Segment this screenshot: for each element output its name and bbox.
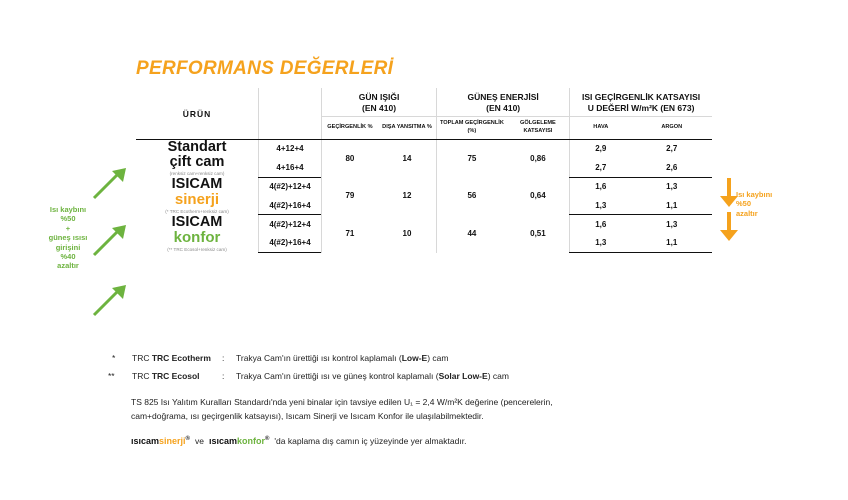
value-solar-total: 44 <box>437 215 507 253</box>
subheader-u-argon: ARGON <box>631 117 712 140</box>
value-solar-total: 56 <box>437 177 507 215</box>
left-note-line-7: azaltır <box>57 261 79 271</box>
left-note-line-4: güneş ısısı <box>48 233 88 243</box>
value-solar-total: 75 <box>437 139 507 177</box>
subheader-daylight-reflectance: DIŞA YANSITMA % <box>378 117 437 140</box>
subheader-u-air: HAVA <box>570 117 632 140</box>
right-note-line-1: Isı kaybını <box>736 190 773 199</box>
product-name-line1: Standart <box>167 138 227 155</box>
footnote-1-text-after: ) cam <box>427 353 449 363</box>
value-daylight-transmittance: 79 <box>322 177 378 215</box>
value-u-air: 1,6 <box>570 177 632 196</box>
spec-value: 4(#2)+12+4 <box>259 177 322 196</box>
product-cell-konfor <box>136 215 259 253</box>
value-daylight-reflectance: 10 <box>402 229 412 239</box>
isicam-sinerji-logo-part2: sinerji <box>159 436 186 446</box>
value-daylight-reflectance: 12 <box>402 191 412 201</box>
footnote-1-text-before: Trakya Cam'ın ürettiği ısı kontrol kaplamalı ( <box>236 353 402 363</box>
left-side-note <box>40 205 96 271</box>
value-shading-coefficient: 0,86 <box>530 153 546 163</box>
column-group-daylight-line2: (EN 410) <box>362 102 397 113</box>
product-cell-standart <box>136 139 259 177</box>
product-name-line1: ISICAM <box>171 213 223 230</box>
column-group-daylight-line1: GÜN IŞIĞI <box>358 92 400 102</box>
spec-value: 4+12+4 <box>259 139 322 158</box>
left-note-line-2: %50 <box>60 214 76 224</box>
product-name-line2: konfor <box>173 229 221 247</box>
performance-table <box>136 88 712 253</box>
left-arrow-middle-icon <box>92 225 128 259</box>
table-row <box>136 139 712 158</box>
footnote-1-text <box>236 352 448 365</box>
column-group-uvalue-line1: ISI GEÇİRGENLİK KATSAYISI <box>582 92 701 102</box>
spec-value: 4(#2)+16+4 <box>259 196 322 215</box>
spacer-spec-column <box>259 88 322 139</box>
value-u-argon: 2,6 <box>631 158 712 177</box>
subheader-solar-total: TOPLAM GEÇİRGENLİK (%) <box>437 117 507 140</box>
subheader-daylight-transmittance: GEÇİRGENLİK % <box>322 117 378 140</box>
footnote-2-mark: ** <box>108 371 115 381</box>
left-arrow-bottom-icon <box>92 285 128 319</box>
page-title: PERFORMANS DEĞERLERİ <box>136 58 394 79</box>
isicam-konfor-logo-part2: konfor <box>236 436 265 446</box>
column-header-product: ÜRÜN <box>136 88 259 139</box>
footnote-1-term-bold: TRC Ecotherm <box>151 353 211 363</box>
column-group-uvalue <box>570 88 712 117</box>
footnote-2-text-bold: Solar Low-E <box>438 371 488 381</box>
right-side-note <box>736 190 796 218</box>
value-u-air: 1,3 <box>570 234 632 253</box>
footnote-1-term: TRC TRC Ecotherm <box>132 353 211 363</box>
isicam-konfor-logo <box>209 436 269 446</box>
product-note: (* TRC Ecotherm+renksiz cam) <box>165 209 229 214</box>
table-row <box>136 177 712 196</box>
isicam-sinerji-logo-part1: ısıcam <box>131 436 160 446</box>
footnote-2-text <box>236 370 509 383</box>
left-arrow-top-icon <box>92 168 128 202</box>
right-note-line-2: %50 <box>736 199 752 209</box>
subheader-shading-coefficient: GÖLGELEME KATSAYISI <box>507 117 570 140</box>
isicam-konfor-logo-part1: ısıcam <box>208 436 237 446</box>
product-note: (** TRC Ecosol+renksiz cam) <box>167 246 227 252</box>
left-note-line-3: + <box>65 223 71 233</box>
footnote-2-text-after: ) cam <box>487 371 509 381</box>
spec-value: 4(#2)+12+4 <box>259 215 322 234</box>
footnote-2-text-before: Trakya Cam'ın ürettiği ısı ve güneş kontrol kaplamalı ( <box>236 371 439 381</box>
value-shading-coefficient: 0,64 <box>530 191 546 201</box>
value-u-argon: 1,1 <box>631 196 712 215</box>
isicam-sinerji-logo <box>131 436 190 446</box>
footnote-1 <box>112 352 115 365</box>
footnote-1-text-bold: Low-E <box>401 353 428 363</box>
value-daylight-reflectance: 14 <box>402 153 412 163</box>
isicam-konfor-logo-sup: ® <box>264 436 270 442</box>
value-u-air: 1,6 <box>570 215 632 234</box>
table-row <box>136 215 712 234</box>
footnote-2-sep: : <box>222 371 225 381</box>
table-header-groups <box>136 88 712 117</box>
footnote-2-term: TRC TRC Ecosol <box>132 371 200 381</box>
value-daylight-transmittance: 71 <box>322 215 378 253</box>
column-group-solar-line2: (EN 410) <box>486 102 521 113</box>
product-note: (renksiz cam+renksiz cam) <box>169 171 225 177</box>
footnote-2-term-bold: TRC Ecosol <box>151 371 200 381</box>
bottom-note-conjunction: ve <box>194 436 204 446</box>
value-u-air: 2,7 <box>570 158 632 177</box>
spec-value: 4(#2)+16+4 <box>259 234 322 253</box>
value-shading-coefficient: 0,51 <box>530 229 546 239</box>
spec-value: 4+16+4 <box>259 158 322 177</box>
column-group-solar <box>437 88 570 117</box>
column-group-uvalue-line2: U DEĞERİ W/m²K (EN 673) <box>587 102 695 113</box>
product-name-line1: ISICAM <box>171 176 223 193</box>
product-name-line2: sinerji <box>174 191 220 209</box>
left-note-line-6: %40 <box>60 251 76 261</box>
value-daylight-transmittance: 80 <box>322 139 378 177</box>
product-cell-sinerji <box>136 177 259 215</box>
left-note-line-1: Isı kaybını <box>49 205 87 214</box>
value-u-argon: 1,3 <box>666 182 678 192</box>
bottom-note <box>131 436 466 446</box>
product-name-line2: çift cam <box>169 154 225 170</box>
value-u-argon: 2,7 <box>666 144 678 154</box>
footnote-2 <box>108 370 115 383</box>
value-u-argon: 1,3 <box>666 220 678 229</box>
right-note-line-3: azaltır <box>736 208 758 218</box>
standard-paragraph: TS 825 Isı Yalıtım Kuralları Standardı'nda yeni binalar için tavsiye edilen U₁ = 2,4 W/m²K değerine (pencerelerin, cam+doğrama, ısı geçirgenlik katsayısı), Isıcam Sinerji ve Isıcam Konfor ile ulaşılabilmektedir. <box>131 397 553 421</box>
column-group-solar-line1: GÜNEŞ ENERJİSİ <box>467 92 539 102</box>
value-u-air: 2,9 <box>570 139 632 158</box>
footnote-1-mark: * <box>112 353 116 363</box>
bottom-note-text: 'da kaplama dış camın iç yüzeyinde yer almaktadır. <box>274 436 467 446</box>
footnote-1-sep: : <box>222 353 225 363</box>
column-group-daylight <box>322 88 437 117</box>
value-u-air: 1,3 <box>570 196 632 215</box>
isicam-sinerji-logo-sup: ® <box>185 436 190 442</box>
left-note-line-5: girişini <box>55 242 81 252</box>
value-u-argon: 1,1 <box>631 234 712 253</box>
